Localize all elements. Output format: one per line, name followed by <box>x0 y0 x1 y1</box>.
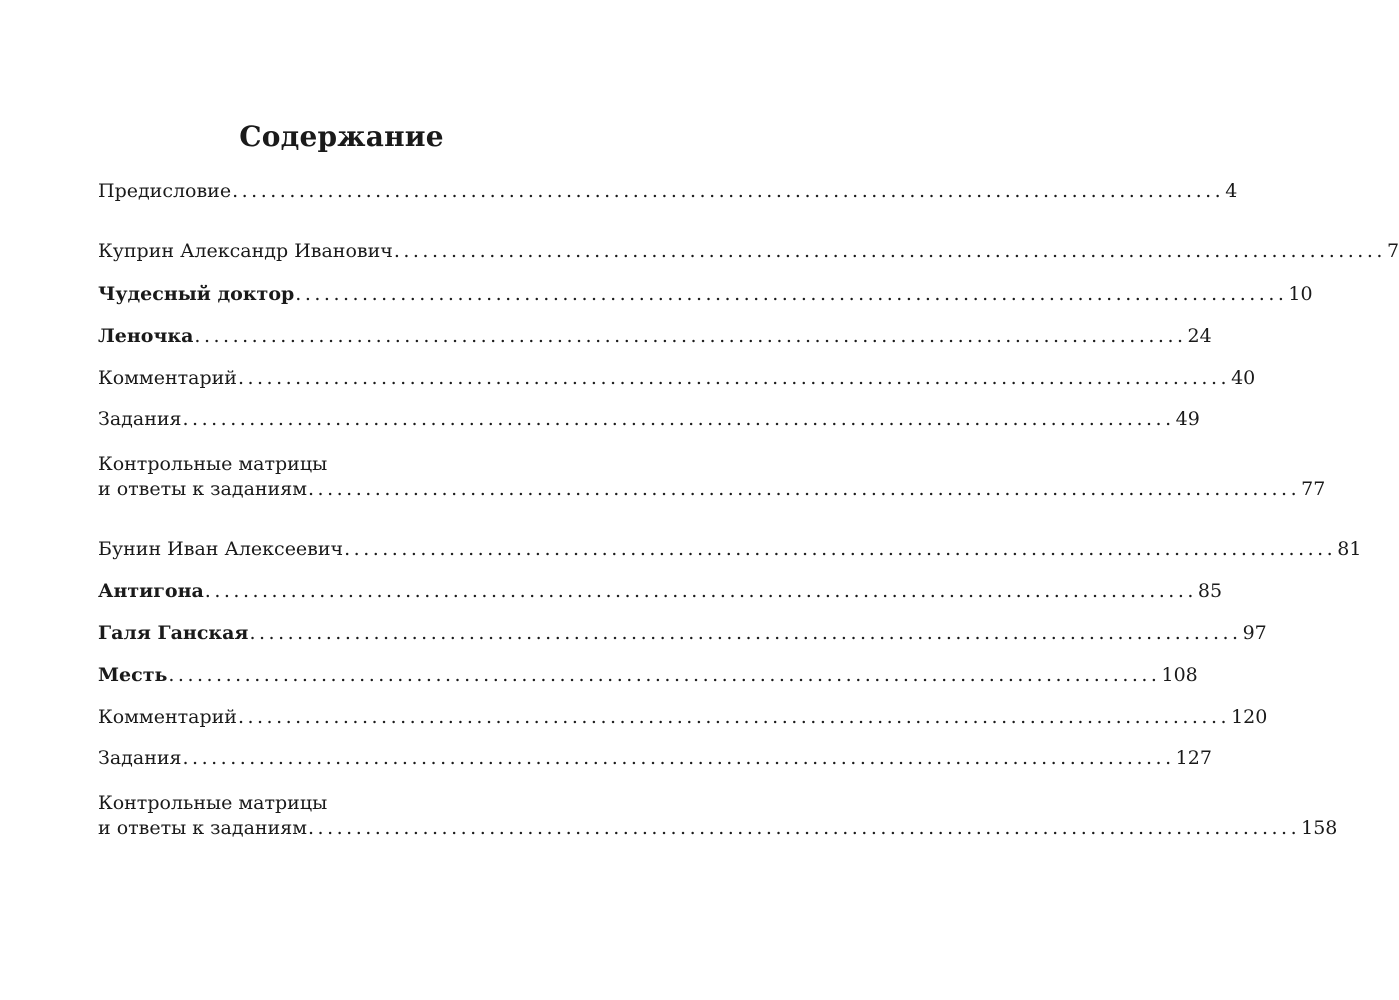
toc-entry-label: Антигона <box>98 580 204 602</box>
toc-entry-page: 81 <box>1337 538 1362 560</box>
toc-entry-page: 10 <box>1288 283 1313 305</box>
toc-entry-control-matrices[interactable] <box>98 792 1338 839</box>
page-title: Содержание <box>239 120 444 153</box>
toc-entry-antigona[interactable] <box>98 580 1223 602</box>
toc-entry-page: 7 <box>1386 240 1399 262</box>
toc-entry-label-line1: Контрольные матрицы <box>98 453 328 475</box>
dot-leader: ........................................................................................................ <box>204 580 1197 602</box>
dot-leader: ........................................................................................................ <box>344 538 1337 560</box>
toc-entry-page: 4 <box>1225 180 1238 202</box>
dot-leader: ........................................................................................................ <box>168 664 1161 686</box>
toc-entry-page: 85 <box>1197 580 1223 602</box>
toc-entry-commentary[interactable] <box>98 706 1268 728</box>
toc-entry-control-matrices[interactable] <box>98 453 1326 500</box>
toc-entry-label: Месть <box>98 664 168 686</box>
toc-entry-label: Бунин Иван Алексеевич <box>98 538 344 560</box>
toc-entry-page: 24 <box>1187 325 1212 347</box>
toc-entry-author-bunin[interactable] <box>98 538 1362 560</box>
dot-leader: ........................................................................................................ <box>194 325 1187 347</box>
toc-entry-label: и ответы к заданиям <box>98 478 307 500</box>
toc-entry-label: Комментарий <box>98 367 237 389</box>
dot-leader: ........................................................................................................ <box>249 622 1242 644</box>
toc-entry-page: 158 <box>1301 817 1338 839</box>
toc-entry-lenochka[interactable] <box>98 325 1212 347</box>
toc-entry-label: Леночка <box>98 325 194 347</box>
toc-entry-author-kuprin[interactable] <box>98 240 1399 262</box>
toc-entry-preface[interactable] <box>98 180 1238 202</box>
dot-leader: ........................................................................................................ <box>237 706 1231 728</box>
dot-leader: ........................................................................................................ <box>393 240 1386 262</box>
toc-entry-label: Предисловие <box>98 180 232 202</box>
toc-entry-page: 40 <box>1231 367 1256 389</box>
toc-entry-label: Задания <box>98 408 182 430</box>
toc-entry-commentary[interactable] <box>98 367 1256 389</box>
toc-entry-page: 127 <box>1175 747 1212 769</box>
toc-entry-label: Комментарий <box>98 706 237 728</box>
toc-entry-page: 97 <box>1242 622 1267 644</box>
toc-entry-page: 120 <box>1231 706 1268 728</box>
toc-entry-label-line1: Контрольные матрицы <box>98 792 328 814</box>
toc-entry-page: 77 <box>1301 478 1326 500</box>
toc-entry-tasks[interactable] <box>98 747 1212 769</box>
dot-leader: ........................................................................................................ <box>232 180 1225 202</box>
toc-entry-label: Чудесный доктор <box>98 283 295 305</box>
toc-entry-label: Задания <box>98 747 182 769</box>
dot-leader: ........................................................................................................ <box>295 283 1288 305</box>
dot-leader: ........................................................................................................ <box>182 408 1175 430</box>
dot-leader: ........................................................................................................ <box>237 367 1231 389</box>
toc-entry-chudesny-doktor[interactable] <box>98 283 1313 305</box>
toc-entry-tasks[interactable] <box>98 408 1200 430</box>
toc-entry-page: 49 <box>1175 408 1200 430</box>
toc-entry-label: Куприн Александр Иванович <box>98 240 393 262</box>
dot-leader: ........................................................................................................ <box>308 478 1301 500</box>
dot-leader: ........................................................................................................ <box>308 817 1301 839</box>
toc-entry-page: 108 <box>1161 664 1198 686</box>
toc-entry-label: Галя Ганская <box>98 622 249 644</box>
dot-leader: ........................................................................................................ <box>182 747 1175 769</box>
toc-entry-galya-ganskaya[interactable] <box>98 622 1267 644</box>
toc-entry-label: и ответы к заданиям <box>98 817 307 839</box>
toc-entry-mest[interactable] <box>98 664 1198 686</box>
